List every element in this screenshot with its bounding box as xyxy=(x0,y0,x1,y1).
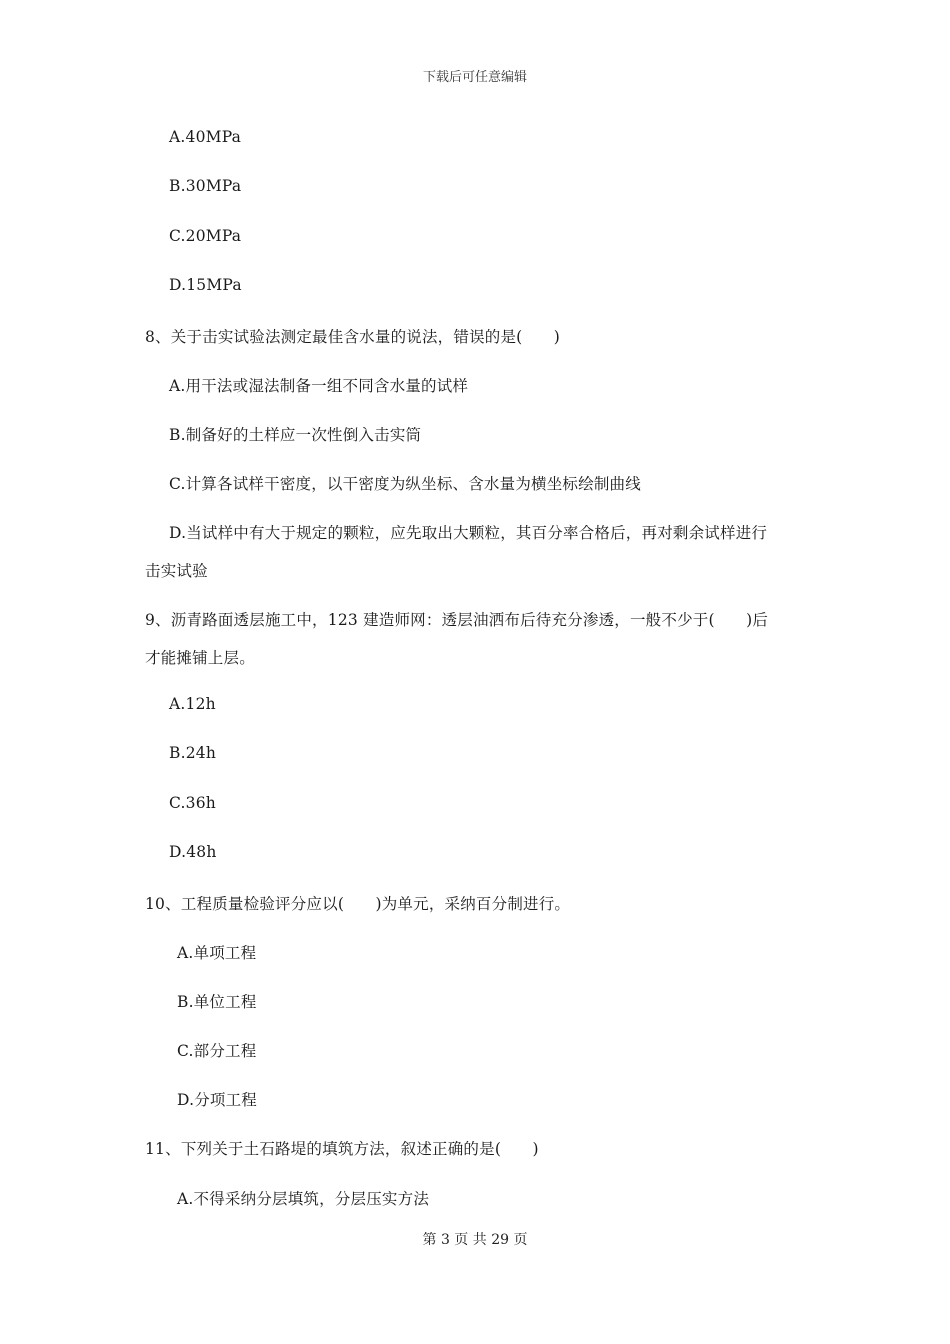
q9-option-a: A.12h xyxy=(169,695,216,713)
q10-option-a: A.单项工程 xyxy=(177,944,257,962)
q9-option-d: D.48h xyxy=(169,843,217,861)
q8-option-c: C.计算各试样干密度，以干密度为纵坐标、含水量为横坐标绘制曲线 xyxy=(169,475,641,493)
q11-option-a: A.不得采纳分层填筑，分层压实方法 xyxy=(177,1190,430,1208)
q8-stem: 8、关于击实试验法测定最佳含水量的说法，错误的是( ) xyxy=(145,328,561,346)
q10-option-d: D.分项工程 xyxy=(177,1091,258,1109)
q7-option-d: D.15MPa xyxy=(169,276,242,294)
q9-stem-line2: 才能摊铺上层。 xyxy=(145,649,255,667)
q9-stem-line1: 9、沥青路面透层施工中，123 建造师网：透层油洒布后待充分渗透，一般不少于( )后 xyxy=(145,611,769,629)
q11-stem: 11、下列关于土石路堤的填筑方法，叙述正确的是( ) xyxy=(145,1140,539,1158)
page-footer: 第 3 页 共 29 页 xyxy=(422,1232,528,1248)
q8-option-d-continued: 击实试验 xyxy=(145,562,208,580)
q7-option-c: C.20MPa xyxy=(169,227,242,245)
page-header: 下载后可任意编辑 xyxy=(422,70,527,85)
q10-option-c: C.部分工程 xyxy=(177,1042,257,1060)
q10-option-b: B.单位工程 xyxy=(177,993,257,1011)
q9-option-c: C.36h xyxy=(169,794,216,812)
q10-stem: 10、工程质量检验评分应以( )为单元，采纳百分制进行。 xyxy=(145,895,571,913)
q8-option-b: B.制备好的土样应一次性倒入击实筒 xyxy=(169,426,422,444)
q8-option-d: D.当试样中有大于规定的颗粒，应先取出大颗粒，其百分率合格后，再对剩余试样进行 xyxy=(169,524,768,542)
q7-option-b: B.30MPa xyxy=(169,177,242,195)
q8-option-a: A.用干法或湿法制备一组不同含水量的试样 xyxy=(169,377,469,395)
q7-option-a: A.40MPa xyxy=(169,128,242,146)
q9-option-b: B.24h xyxy=(169,744,217,762)
